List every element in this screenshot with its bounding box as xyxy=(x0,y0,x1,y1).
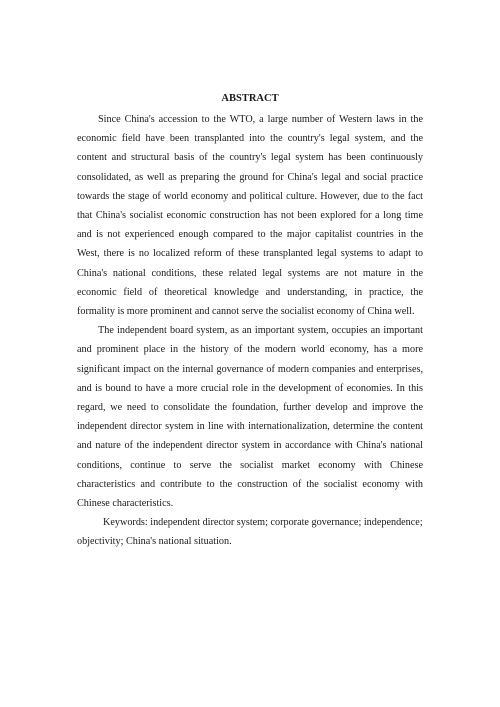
abstract-paragraph-2: The independent board system, as an important system, occupies an important and prominent place in the history of the modern world economy, has a more significant impact on the internal governance of modern companies and enterprises, and is bound to have a more crucial role in the development of economies. In this regard, we need to consolidate the foundation, further develop and improve the independent director system in line with internationalization, determine the content and nature of the independent director system in accordance with China's national conditions, continue to serve the socialist market economy with Chinese characteristics and contribute to the construction of the socialist economy with Chinese characteristics. xyxy=(77,325,423,510)
keywords-line: Keywords: independent director system; corporate governance; independence; objectivity; China's national situation. xyxy=(77,517,423,548)
abstract-section xyxy=(77,92,423,552)
abstract-paragraph-1: Since China's accession to the WTO, a large number of Western laws in the economic field have been transplanted into the country's legal system, and the content and structural basis of the country's legal system has been continuously consolidated, as well as preparing the ground for China's legal and social practice towards the stage of world economy and political culture. However, due to the fact that China's socialist economic construction has not been explored for a long time and is not experienced enough compared to the major capitalist countries in the West, there is no localized reform of these transplanted legal systems to adapt to China's national conditions, these related legal systems are not mature in the economic field of theoretical knowledge and understanding, in practice, the formality is more prominent and cannot serve the socialist economy of China well. xyxy=(77,114,423,318)
abstract-heading: ABSTRACT xyxy=(221,93,279,104)
